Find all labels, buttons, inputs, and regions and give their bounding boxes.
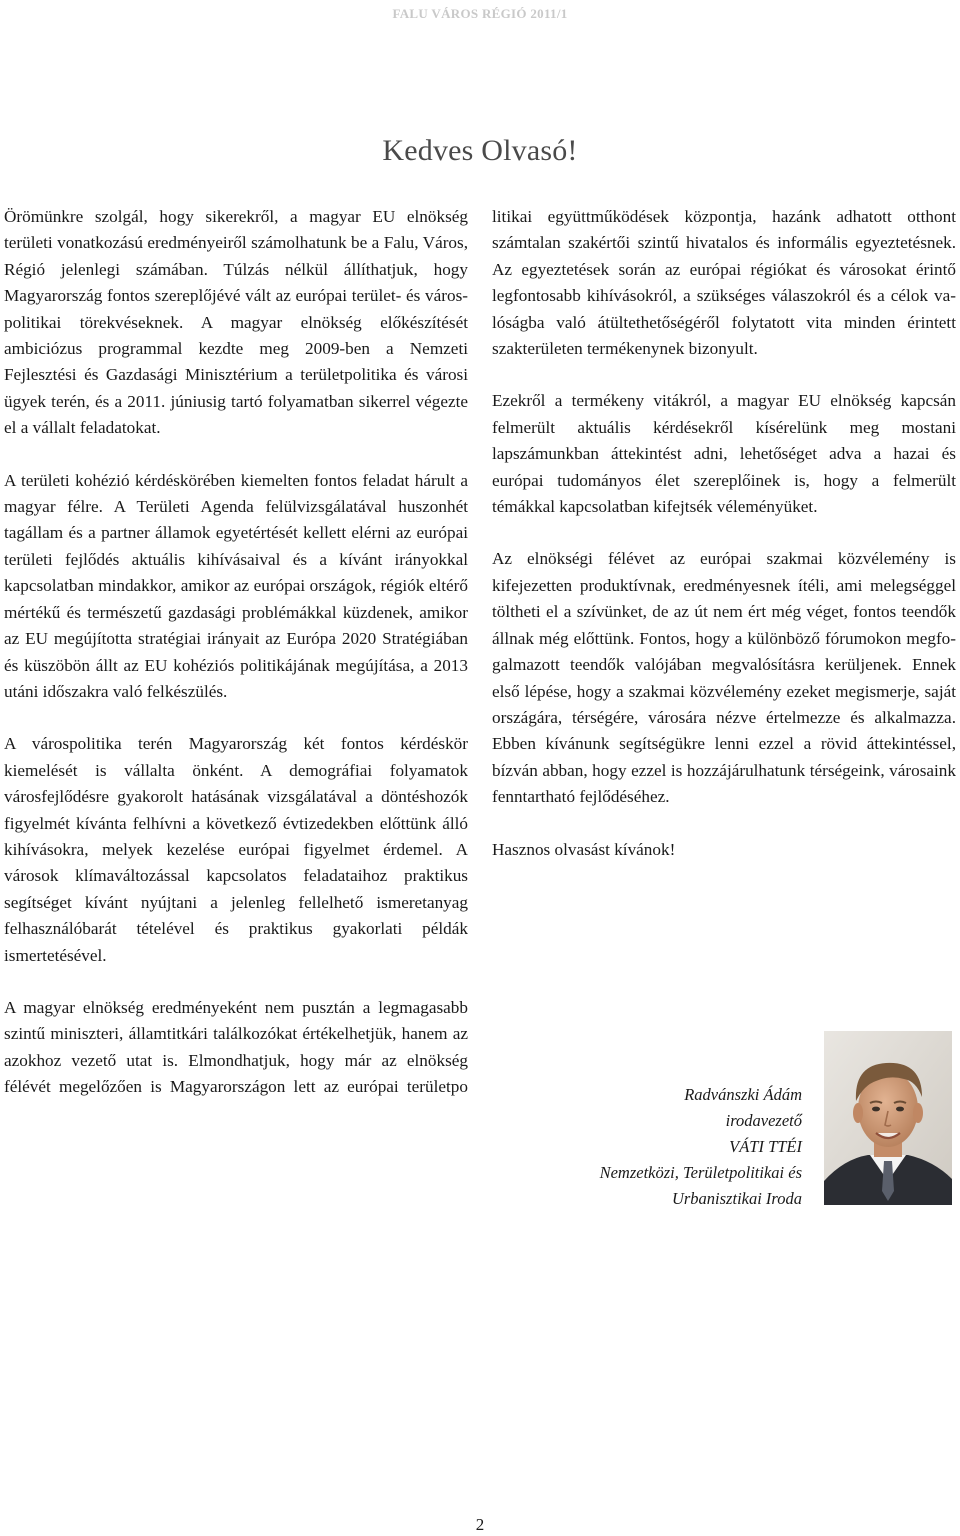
author-role: irodavezető bbox=[725, 1111, 802, 1130]
paragraph: Az elnökségi félévet az európai szakmai közvélemény is kifejezetten produktívnak, eredményesnek ítéli, ami melegséggel töltheti el a szívünket, de az út nem ért még véget, fontos teendők állnak még előttünk. Fontos, hogy a különböző fórumokon megfogalmazott teendők valójában megvalósításra kerüljenek. Ennek első lépése, hogy a szakmai közvélemény ezeket megismerje, saját országára, térségére, városára nézve értelmezze és alkalmazza. Ebben kívánunk segítségükre lenni ezzel a rövid áttekintéssel, bízván abban, hogy ezzel is hozzájárulhatunk térségeink, városaink fenntartható fejlődéséhez. bbox=[492, 549, 956, 807]
author-name: Radvánszki Ádám bbox=[684, 1085, 802, 1104]
paragraph: Örömünkre szolgál, hogy sikerekről, a magyar EU elnökség területi vonatkozású eredményeiről számolhatunk be a Falu, Város, Régió jelenlegi számában. Túlzás nélkül állíthatjuk, hogy Magyarország fontos szereplőjévé vált az európai terület- és várospolitikai törekvéseknek. A magyar elnökség előkészítését ambiciózus programmal kezdte meg 2009-ben a Nemzeti Fejlesztési és Gazdasági Minisztérium a területpolitika és városi ügyek terén, és a 2011. júniusig tartó folyamatban sikerrel végezte el a vállalt feladatokat. bbox=[4, 207, 468, 438]
paragraph: A várospolitika terén Magyarország két fontos kérdéskör kiemelését is vállalta önként. A demográfiai folyamatok városfejlődésre gyakorolt hatásának vizsgálatával a döntéshozók figyelmét kívánta felhívni a következő évtizedekben előttünk álló kihívásokra, melyek kezelése európai figyelmet érdemel. A városok klímaváltozással kapcsolatos feladataihoz praktikus segítséget kívánt nyújtani a jelenleg fellelhető ismeretanyag felhasználóbarát tételével és praktikus gyakorlati példák ismertetésével. bbox=[4, 734, 468, 965]
article-title: Kedves Olvasó! bbox=[382, 134, 578, 167]
paragraph: A területi kohézió kérdéskörében kiemelten fontos feladat hárult a magyar félre. A Területi Agenda felülvizsgálatával huszonhét tagállam és a partner államok egyetértését kellett elérni az európai területi fejlődés aktuális kihívásaival és a kívánt irányokkal kapcsolatban mindakkor, amikor az európai országok, régiók eltérő mértékű és természetű gazdasági problémákkal küzdenek, amikor az EU megújította stratégiai irányait az Európa 2020 Stratégiában és küszöbön állt az EU kohéziós politikájának megújítása, a 2013 utáni időszakra való felkészülés. bbox=[4, 470, 468, 701]
paragraph: A magyar elnökség eredményeként nem pusztán a legmagasabb szintű miniszteri, államtitkári találkozókat értékelhetjük, hanem az azokhoz vezető utat is. Elmondhatjuk, hogy már az elnökség félévét megelőzően is Magyarországon lett az európai területpo bbox=[4, 997, 468, 1097]
signature-block bbox=[540, 1082, 802, 1212]
author-department-line1: Nemzetközi, Területpolitikai és bbox=[599, 1163, 802, 1182]
paragraph: Ezekről a termékeny vitákról, a magyar EU elnökség kapcsán felmerült aktuális kérdésekről kísérelünk meg mostani lapszámunkban áttekintést adni, lehetőséget adva a hazai és európai tudományos élet szereplőinek is, hogy a felmerült témákkal kapcsolatban kifejtsék véleményüket. bbox=[492, 391, 956, 517]
author-organization: VÁTI TTÉI bbox=[729, 1137, 802, 1156]
closing-line: Hasznos olvasást kívánok! bbox=[492, 839, 676, 859]
author-department-line2: Urbanisztikai Iroda bbox=[671, 1189, 802, 1208]
right-column bbox=[492, 204, 956, 889]
paragraph: litikai együttműködések központja, hazánk adhatott otthont számtalan szakértői szintű hivatalos és informális egyeztetésnek. Az egyeztetések során az európai régiókat és városokat érintő legfontosabb kihívásokról, a szükséges válaszokról és a célok valóságba való átültethetőségéről folytatott vita minden érintett szakterületen termékenynek bizonyult. bbox=[492, 207, 956, 359]
author-portrait-photo bbox=[824, 1031, 952, 1205]
page-number: 2 bbox=[475, 1515, 485, 1534]
left-column bbox=[4, 204, 468, 1127]
running-head: FALU VÁROS RÉGIÓ 2011/1 bbox=[392, 6, 568, 21]
